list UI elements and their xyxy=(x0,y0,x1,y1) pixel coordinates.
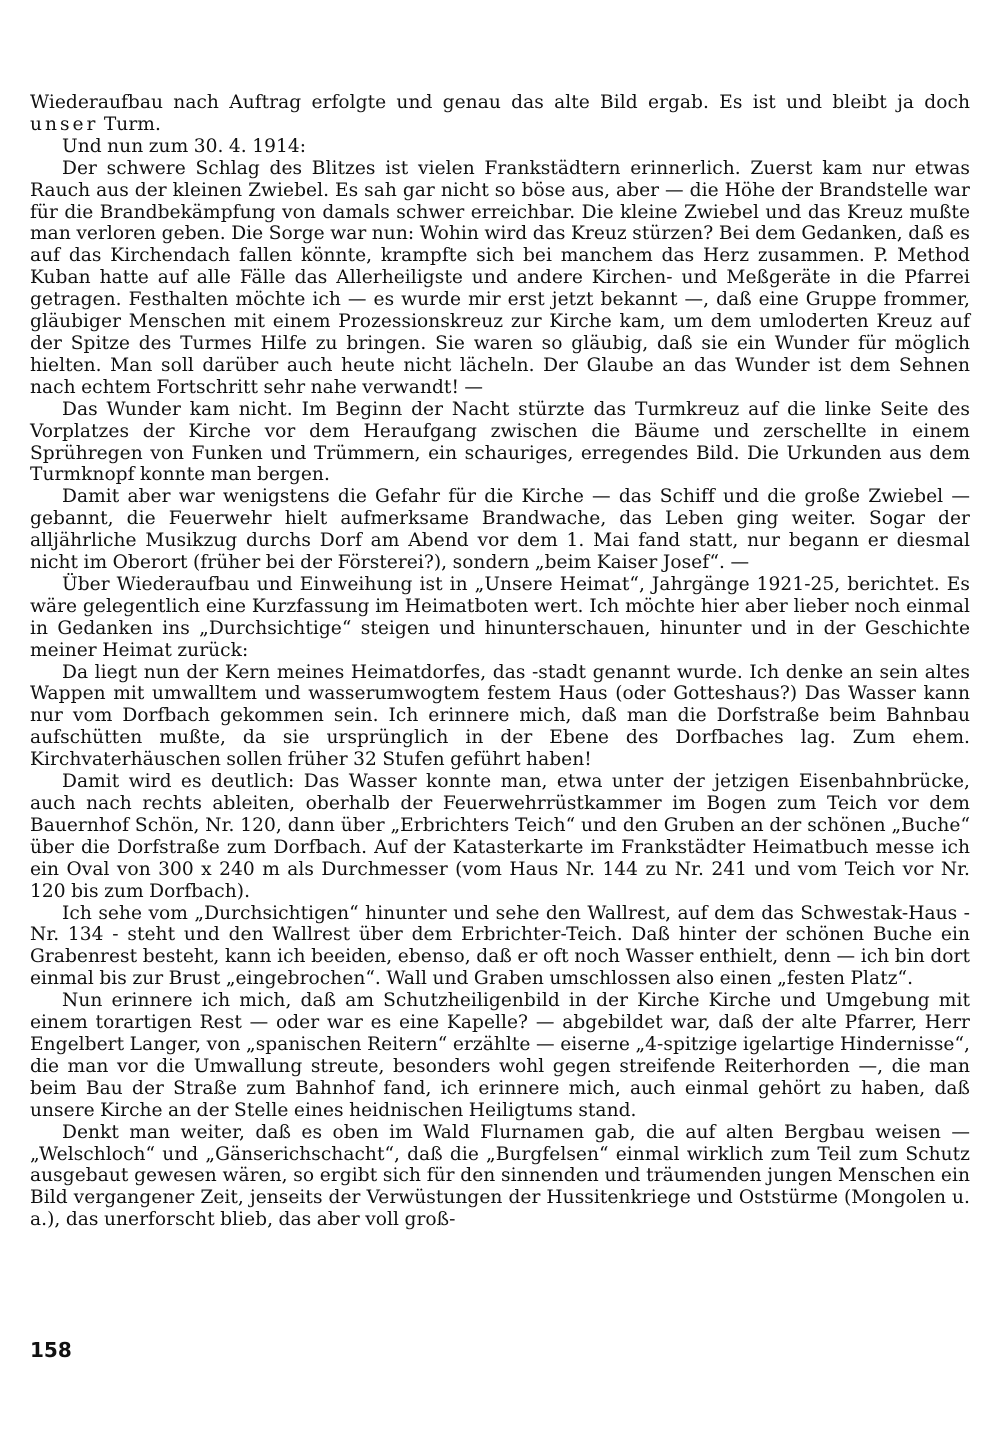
paragraph-village-core: Da liegt nun der Kern meines Heimatdorfes, das -stadt genannt wurde. Ich denke an sein altes Wappen mit umwalltem und wasserumwogtem festem Haus (oder Gotteshaus?) Das Wasser kann nur vom Dorfbach gekommen sein. Ich erinnere mich, daß man die Dorfstraße beim Bahnbau aufschütten mußte, da sie ursprünglich in der Ebene des Dorfbaches lag. Zum ehem. Kirchvaterhäuschen sollen früher 32 Stufen geführt haben! xyxy=(30,661,970,771)
paragraph-text: Wiederaufbau nach Auftrag erfolgte und genau das alte Bild ergab. Es ist und bleibt ja doch xyxy=(30,92,970,113)
paragraph-rebuild-intro xyxy=(30,92,970,136)
page-number: 158 xyxy=(30,1338,72,1362)
emphasis-word: unser xyxy=(30,113,99,135)
paragraph-lightning: Der schwere Schlag des Blitzes ist vielen Frankstädtern erinnerlich. Zuerst kam nur etwas Rauch aus der kleinen Zwiebel. Es sah gar nicht so böse aus, aber — die Höhe der Brandstelle war für die Brandbekämpfung von damals schwer erreichbar. Die kleine Zwiebel und das Kreuz mußte man verloren geben. Die Sorge war nun: Wohin wird das Kreuz stürzen? Bei dem Gedanken, daß es auf das Kirchendach fallen könnte, krampfte sich bei manchem das Herz zusammen. P. Method Kuban hatte auf alle Fälle das Allerheiligste und andere Kirchen- und Meßgeräte in die Pfarrei getragen. Festhalten möchte ich — es wurde mir erst jetzt bekannt —, daß eine Gruppe frommer, gläubiger Menschen mit einem Prozessionskreuz zur Kirche kam, um dem umloderten Kreuz auf der Spitze des Turmes Hilfe zu bringen. Sie waren so gläubig, daß sie ein Wunder für möglich hielten. Man soll darüber auch heute nicht lächeln. Der Glaube an das Wunder ist dem Sehnen nach echtem Fortschritt sehr nahe verwandt! — xyxy=(30,157,970,398)
paragraph-wall-remains: Ich sehe vom „Durchsichtigen“ hinunter und sehe den Wallrest, auf dem das Schwestak-Haus - Nr. 134 - steht und den Wallrest über dem Erbrichter-Teich. Daß hinter der schönen Buche ein Grabenrest besteht, kann ich beeiden, ebenso, daß er oft noch Wasser enthielt, denn — ich bin dort einmal bis zur Brust „eingebrochen“. Wall und Graben umschlossen also einen „festen Platz“. xyxy=(30,902,970,990)
paragraph-church-history: Nun erinnere ich mich, daß am Schutzheiligenbild in der Kirche Kirche und Umgebung mit einem torartigen Rest — oder war es eine Kapelle? — abgebildet war, daß der alte Pfarrer, Herr Engelbert Langer, von „spanischen Reitern“ erzählte — eiserne „4-spitzige igelartige Hindernisse“, die man vor die Umwallung streute, besonders wohl gegen streifende Reiterhorden —, die man beim Bau der Straße zum Bahnhof fand, ich erinnere mich, auch einmal gehört zu haben, daß unsere Kirche an der Stelle eines heidnischen Heiligtums stand. xyxy=(30,990,970,1121)
paragraph-reconstruction: Über Wiederaufbau und Einweihung ist in „Unsere Heimat“, Jahrgänge 1921-25, berichtet. Es wäre gelegentlich eine Kurzfassung im Heimatboten wert. Ich möchte hier aber lieber noch einmal in Gedanken ins „Durchsichtige“ steigen und hinunterschauen, hinunter und in der Geschichte meiner Heimat zurück: xyxy=(30,573,970,661)
paragraph-tail: Turm. xyxy=(98,113,161,135)
document-page xyxy=(30,92,970,1231)
paragraph-field-names: Denkt man weiter, daß es oben im Wald Flurnamen gab, die auf alten Bergbau weisen — „Welschloch“ und „Gänserichschacht“, daß die „Burgfelsen“ einmal wirklich zum Teil zum Schutz ausgebaut gewesen wären, so ergibt sich für den sinnenden und träumenden jungen Menschen ein Bild vergangener Zeit, jenseits der Verwüstungen der Hussitenkriege und Oststürme (Mongolen u. a.), das unerforscht blieb, das aber voll groß- xyxy=(30,1121,970,1231)
paragraph-date-heading: Und nun zum 30. 4. 1914: xyxy=(62,135,307,157)
paragraph-water-course: Damit wird es deutlich: Das Wasser konnte man, etwa unter der jetzigen Eisenbahnbrücke, auch nach rechts ableiten, oberhalb der Feuerwehrrüstkammer im Bogen zum Teich vor dem Bauernhof Schön, Nr. 120, dann über „Erbrichters Teich“ und den Gruben an der schönen „Buche“ über die Dorfstraße zum Dorfbach. Auf der Katasterkarte im Frankstädter Heimatbuch messe ich ein Oval von 300 x 240 m als Durchmesser (vom Haus Nr. 144 zu Nr. 241 und vom Teich vor Nr. 120 bis zum Dorfbach). xyxy=(30,771,970,902)
paragraph-danger-averted: Damit aber war wenigstens die Gefahr für die Kirche — das Schiff und die große Zwiebel — gebannt, die Feuerwehr hielt aufmerksame Brandwache, das Leben ging weiter. Sogar der alljährliche Musikzug durchs Dorf am Abend vor dem 1. Mai fand statt, nur begann er diesmal nicht im Oberort (früher bei der Försterei?), sondern „beim Kaiser Josef“. — xyxy=(30,486,970,574)
paragraph-cross-fall: Das Wunder kam nicht. Im Beginn der Nacht stürzte das Turmkreuz auf die linke Seite des Vorplatzes der Kirche vor dem Heraufgang zwischen die Bäume und zerschellte in einem Sprühregen von Funken und Trümmern, ein schauriges, erregendes Bild. Die Urkunden aus dem Turmknopf konnte man bergen. xyxy=(30,398,970,486)
